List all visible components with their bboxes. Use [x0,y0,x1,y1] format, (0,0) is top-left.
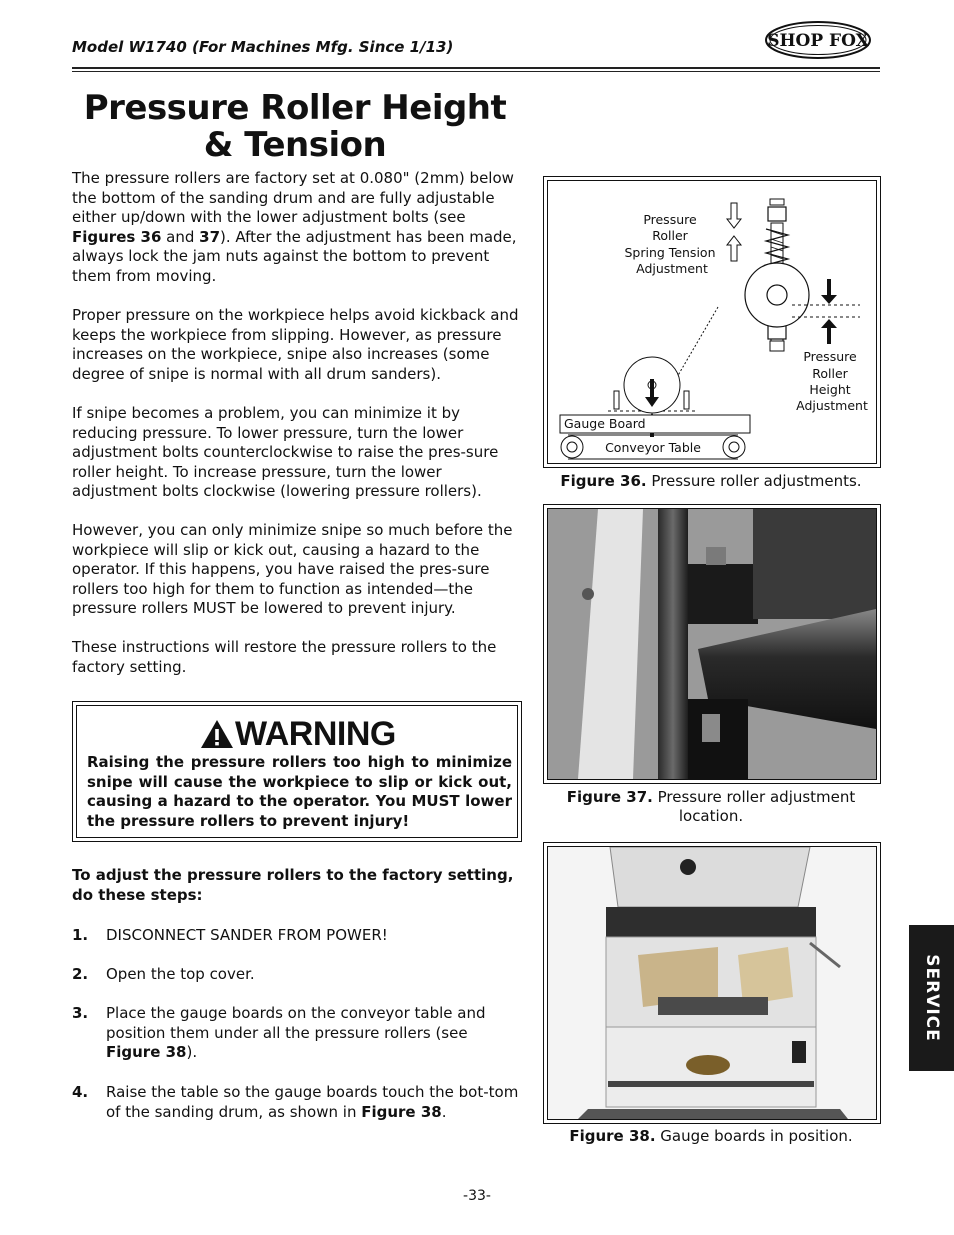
page-number: -33- [463,1188,491,1204]
height-adjustment-label: Pressure Roller Height Adjustment [796,349,868,413]
shop-fox-logo [764,20,872,60]
step-item: 2. Open the top cover. [72,965,255,983]
figure-38-caption: Figure 38. Gauge boards in position. [569,1127,853,1145]
figure-37 [543,504,881,784]
section-tab-label: SERVICE [921,954,942,1042]
figure-ref: Figure 38 [106,1043,187,1061]
header-rule-thin [72,71,880,72]
figure-36 [543,176,881,468]
logo-text: SHOP FOX [767,31,869,51]
warning-text: Raising the pressure rollers too high to minimize snipe will cause the workpiece to slip or kick out, causing a hazard to the operator. You MUST lower the pressure rollers to prevent injury! [87,753,512,830]
gauge-boards-photo [548,847,876,1119]
paragraph-factory-setting: The pressure rollers are factory set at 0.080" (2mm) below the bottom of the sanding drum and are fully adjustable either up/down with the lower adjustment bolts (see Figures 36 and 37). After the adjustment has been made, always lock the jam nuts against the bottom to prevent them from moving. [72,169,517,285]
warning-triangle-icon [199,718,235,750]
header-model: Model W1740 (For Machines Mfg. Since 1/13) [72,38,454,56]
spring-tension-label: Pressure Roller Spring Tension Adjustment [624,212,716,276]
step-item: 3. Place the gauge boards on the conveyor table and position them under all the pressure rollers (see Figure 38). [72,1004,486,1061]
conveyor-table-label: Conveyor Table [605,440,701,455]
paragraph-proper-pressure: Proper pressure on the workpiece helps avoid kickback and keeps the workpiece from slipping. However, as pressure increases on the workpiece, snipe also increases (some degree of snipe is normal with all drum sanders). [72,306,519,383]
gauge-board-label: Gauge Board [564,416,646,431]
step-item: 1. DISCONNECT SANDER FROM POWER! [72,926,388,944]
figure-ref: 37 [199,227,221,246]
step-item: 4. Raise the table so the gauge boards touch the bot-tom of the sanding drum, as shown in Figure 38. [72,1083,519,1121]
figure-37-caption: Figure 37. Pressure roller adjustment location. [566,788,856,825]
warning-title: WARNING [235,714,396,753]
paragraph-restore: These instructions will restore the pressure rollers to the factory setting. [72,638,497,676]
height-arrows [821,279,837,344]
pressure-roller-photo [548,509,876,779]
figure-36-caption: Figure 36. Pressure roller adjustments. [560,472,862,490]
header-rule [72,67,880,69]
pressure-roller-diagram [548,181,876,463]
section-tab-service [909,925,954,1071]
paragraph-snipe: If snipe becomes a problem, you can minimize it by reducing pressure. To lower pressure, turn the lower adjustment bolts counterclockwise to raise the pres-sure roller height. To increase pressure, turn the lower adjustment bolts clockwise (lowering pressure rollers). [72,404,499,500]
steps-intro: To adjust the pressure rollers to the factory setting, do these steps: [72,866,514,904]
figure-ref: Figures 36 [72,227,162,246]
paragraph-minimize-snipe: However, you can only minimize snipe so much before the workpiece will slip or kick out, causing a hazard to the operator. If this happens, you have raised the pres-sure rollers too high for them to function as intended—the pressure rollers MUST be lowered to prevent injury. [72,521,513,617]
figure-ref: Figure 38 [361,1102,442,1121]
figure-38 [543,842,881,1124]
page-title: Pressure Roller Height & Tension [83,88,507,165]
warning-box [72,701,522,842]
